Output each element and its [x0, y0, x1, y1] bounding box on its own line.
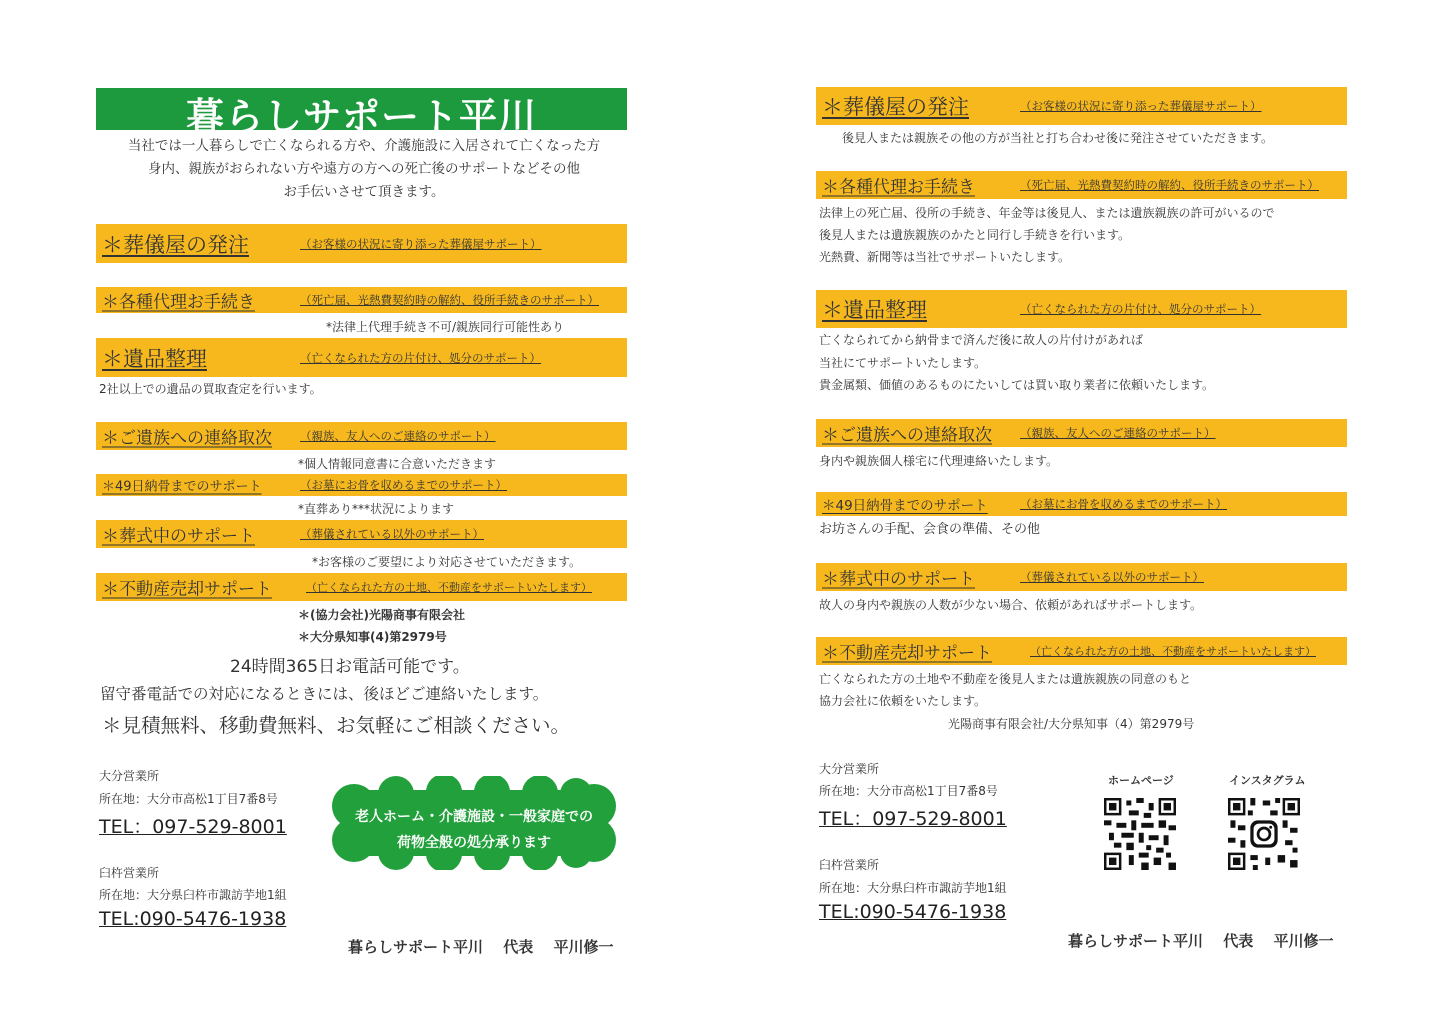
r-service-line: 後見人または遺族親族のかたと同行し手続きを行います。 — [819, 228, 1131, 242]
service-bar-family-contact — [96, 422, 627, 450]
service-note: *法律上代理手続き不可/親族同行可能性あり — [326, 320, 565, 334]
qr-homepage-icon[interactable] — [1104, 798, 1176, 870]
office2-name: 臼杵営業所 — [99, 866, 160, 880]
footer-representative: 暮らしサポート平川 代表 平川修一 — [348, 938, 614, 956]
service-sub: （死亡届、光熱費契約時の解約、役所手続きのサポート） — [300, 293, 599, 307]
service-sub: （死亡届、光熱費契約時の解約、役所手続きのサポート） — [1020, 178, 1319, 192]
service-title: ＊葬式中のサポート — [822, 569, 975, 590]
phone-24h: 24時間365日お電話可能です。 — [230, 657, 470, 677]
service-sub: （葬儀されている以外のサポート） — [300, 527, 484, 541]
service-sub: （亡くなられた方の片付け、処分のサポート） — [300, 350, 542, 365]
service-title: ＊葬儀屋の発注 — [102, 232, 249, 257]
office1-name: 大分営業所 — [99, 769, 160, 783]
service-title: ＊遺品整理 — [822, 298, 927, 322]
r-office1-tel[interactable]: TEL：097-529-8001 — [819, 808, 1007, 830]
office1-tel[interactable]: TEL：097-529-8001 — [99, 816, 287, 838]
service-title: ＊ご遺族への連絡取次 — [102, 428, 272, 449]
service-bar-funeral-order — [96, 224, 627, 263]
service-bar-real-estate — [96, 573, 627, 601]
qr-home-label: ホームページ — [1108, 774, 1174, 787]
service-sub: （親族、友人へのご連絡のサポート） — [300, 429, 496, 443]
service-title: ＊各種代理お手続き — [102, 292, 255, 313]
r-service-line: 後見人または親族その他の方が当社と打ち合わせ後に発注させていただきます。 — [842, 131, 1274, 145]
r-service-bar-during-funeral — [816, 563, 1347, 591]
r-service-bar-real-estate — [816, 637, 1347, 665]
service-note: 2社以上での遺品の買取査定を行います。 — [99, 382, 322, 396]
service-sub: （お客様の状況に寄り添った葬儀屋サポート） — [300, 236, 542, 251]
r-office1-name: 大分営業所 — [819, 762, 880, 776]
service-title: ＊遺品整理 — [102, 346, 207, 371]
cloud-line-1: 老人ホーム・介護施設・一般家庭での — [355, 809, 593, 825]
r-service-line: 光熱費、新聞等は当社でサポートいたします。 — [819, 250, 1071, 264]
r-service-bar-proxy-procedures — [816, 171, 1347, 199]
service-sub: （亡くなられた方の土地、不動産をサポートいたします） — [306, 581, 592, 594]
service-sub: （お墓にお骨を収めるまでのサポート） — [1020, 497, 1227, 511]
r-service-line: 故人の身内や親族の人数が少ない場合、依頼があればサポートします。 — [819, 598, 1203, 612]
qr-insta-label: インスタグラム — [1229, 774, 1306, 787]
r-service-line: 亡くなられた方の土地や不動産を後見人または遺族親族の同意のもと — [819, 672, 1192, 686]
service-title: ＊葬儀屋の発注 — [822, 95, 969, 119]
answering-note: 留守番電話での対応になるときには、後ほどご連絡いたします。 — [100, 685, 549, 703]
office1-address: 所在地：大分市高松1丁目7番8号 — [99, 792, 278, 806]
service-note: *直葬あり***状況によります — [298, 502, 455, 516]
service-bar-during-funeral — [96, 520, 627, 548]
service-title: ＊葬式中のサポート — [102, 526, 255, 547]
r-service-line: 当社にてサポートいたします。 — [819, 356, 987, 370]
r-service-bar-belongings — [816, 290, 1347, 328]
intro-line-2: 身内、親族がおられない方や遠方の方への死亡後のサポートなどその他 — [148, 161, 580, 177]
service-note: *お客様のご要望により対応させていただきます。 — [312, 555, 582, 569]
service-sub: （葬儀されている以外のサポート） — [1020, 570, 1204, 584]
r-office2-tel[interactable]: TEL:090-5476-1938 — [819, 901, 1007, 923]
r-service-line: 法律上の死亡届、役所の手続き、年金等は後見人、または遺族親族の許可がいるので — [819, 206, 1275, 220]
service-sub: （亡くなられた方の土地、不動産をサポートいたします） — [1030, 645, 1316, 658]
office2-tel[interactable]: TEL:090-5476-1938 — [99, 908, 287, 930]
service-sub: （亡くなられた方の片付け、処分のサポート） — [1020, 302, 1262, 316]
intro-line-3: お手伝いさせて頂きます。 — [283, 184, 445, 200]
title-banner — [96, 88, 627, 139]
r-service-line: お坊さんの手配、会食の準備、その他 — [819, 522, 1041, 537]
cloud-banner — [326, 776, 622, 870]
r-office2-name: 臼杵営業所 — [819, 858, 880, 872]
service-title: ＊不動産売却サポート — [102, 579, 272, 600]
r-service-line: 協力会社に依頼をいたします。 — [819, 694, 987, 708]
office2-address: 所在地：大分県臼杵市諏訪芋地1組 — [99, 888, 287, 902]
cloud-line-2: 荷物全般の処分承ります — [397, 835, 551, 851]
service-sub: （親族、友人へのご連絡のサポート） — [1020, 426, 1216, 440]
partner-license: ＊大分県知事(4)第2979号 — [298, 630, 447, 644]
service-bar-proxy-procedures — [96, 287, 627, 313]
service-bar-49days — [96, 474, 627, 496]
service-note: *個人情報同意書に合意いただきます — [298, 457, 497, 471]
service-title: ＊不動産売却サポート — [822, 643, 992, 664]
service-title: ＊ご遺族への連絡取次 — [822, 425, 992, 446]
r-service-bar-49days — [816, 492, 1347, 516]
r-office1-address: 所在地：大分市高松1丁目7番8号 — [819, 784, 998, 798]
page-title: 暮らしサポート平川 — [185, 95, 537, 139]
r-service-line: 亡くなられてから納骨まで済んだ後に故人の片付けがあれば — [819, 333, 1144, 347]
intro-line-1: 当社では一人暮らしで亡くなられる方や、介護施設に入居されて亡くなった方 — [127, 138, 601, 154]
r-service-bar-family-contact — [816, 419, 1347, 447]
service-title: ＊49日納骨までのサポート — [822, 498, 988, 514]
service-title: ＊49日納骨までのサポート — [102, 479, 262, 495]
service-sub: （お客様の状況に寄り添った葬儀屋サポート） — [1020, 99, 1262, 113]
free-estimate: ＊見積無料、移動費無料、お気軽にご相談ください。 — [102, 714, 571, 737]
service-sub: （お墓にお骨を収めるまでのサポート） — [300, 478, 507, 492]
r-partner-info: 光陽商事有限会社/大分県知事（4）第2979号 — [948, 717, 1195, 731]
r-service-line: 貴金属類、価値のあるものにたいしては買い取り業者に依頼いたします。 — [819, 378, 1215, 392]
r-service-bar-funeral-order — [816, 87, 1347, 125]
r-office2-address: 所在地：大分県臼杵市諏訪芋地1組 — [819, 881, 1007, 895]
service-bar-belongings — [96, 338, 627, 377]
r-service-line: 身内や親族個人様宅に代理連絡いたします。 — [819, 454, 1059, 468]
partner-company: ＊(協力会社)光陽商事有限会社 — [298, 608, 465, 622]
service-title: ＊各種代理お手続き — [822, 177, 975, 198]
r-footer-representative: 暮らしサポート平川 代表 平川修一 — [1068, 932, 1334, 950]
qr-instagram-icon[interactable] — [1228, 798, 1300, 870]
